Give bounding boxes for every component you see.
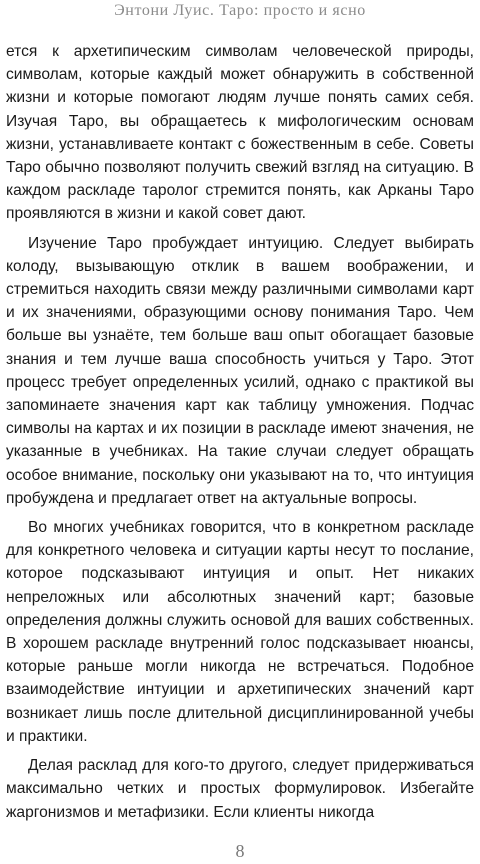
paragraph-textbooks: Во многих учебниках говорится, что в конкретном раскладе для конкретного человека и ситуации карты несут то послание, которое подсказывают интуиция и опыт. Нет никаких непреложных или абсолютных значений карт; базовые определения должны служить основой для ваших собственных. В хорошем раскладе внутренний голос подсказывает нюансы, которые раньше могли никогда не встречаться. Подобное взаимодействие интуиции и архетипических значений карт возникает лишь после длительной дисциплинированной учебы и практики. (6, 519, 474, 745)
paragraph-intuition: Изучение Таро пробуждает интуицию. Следует выбирать колоду, вызывающую отклик в вашем воображении, и стремиться находить связи между различными символами карт и их значениями, образующими основу понимания Таро. Чем больше вы узнаёте, тем больше ваш опыт обогащает базовые знания и тем лучше ваша способность учиться у Таро. Этот процесс требует определенных усилий, однако с практикой вы запоминаете значения карт как таблицу умножения. Подчас символы на картах и их позиции в раскладе имеют значения, не указанные в учебниках. На такие случаи следует обращать особое внимание, поскольку они указывают на то, что интуиция пробуждена и предлагает ответ на актуальные вопросы. (6, 234, 474, 507)
paragraph-reading-for-others: Делая расклад для кого-то другого, следует придерживаться максимально четких и простых формулировок. Избегайте жаргонизмов и метафизики. Если клиенты никогда (6, 757, 474, 821)
paragraph-continued: ется к архетипическим символам человеческой природы, символам, которые каждый может обнаружить в собственной жизни и которые помогают людям лучше понять самих себя. Изучая Таро, вы обращаетесь к мифологическим основам жизни, устанавливаете контакт с божественным в себе. Советы Таро обычно позволяют получить свежий взгляд на ситуацию. В каждом раскладе таролог стремится понять, как Арканы Таро проявляются в жизни и какой совет дают. (6, 43, 474, 223)
body-text (6, 40, 474, 830)
page-number: 8 (235, 841, 245, 861)
running-head: Энтони Луис. Таро: просто и ясно (114, 2, 366, 19)
